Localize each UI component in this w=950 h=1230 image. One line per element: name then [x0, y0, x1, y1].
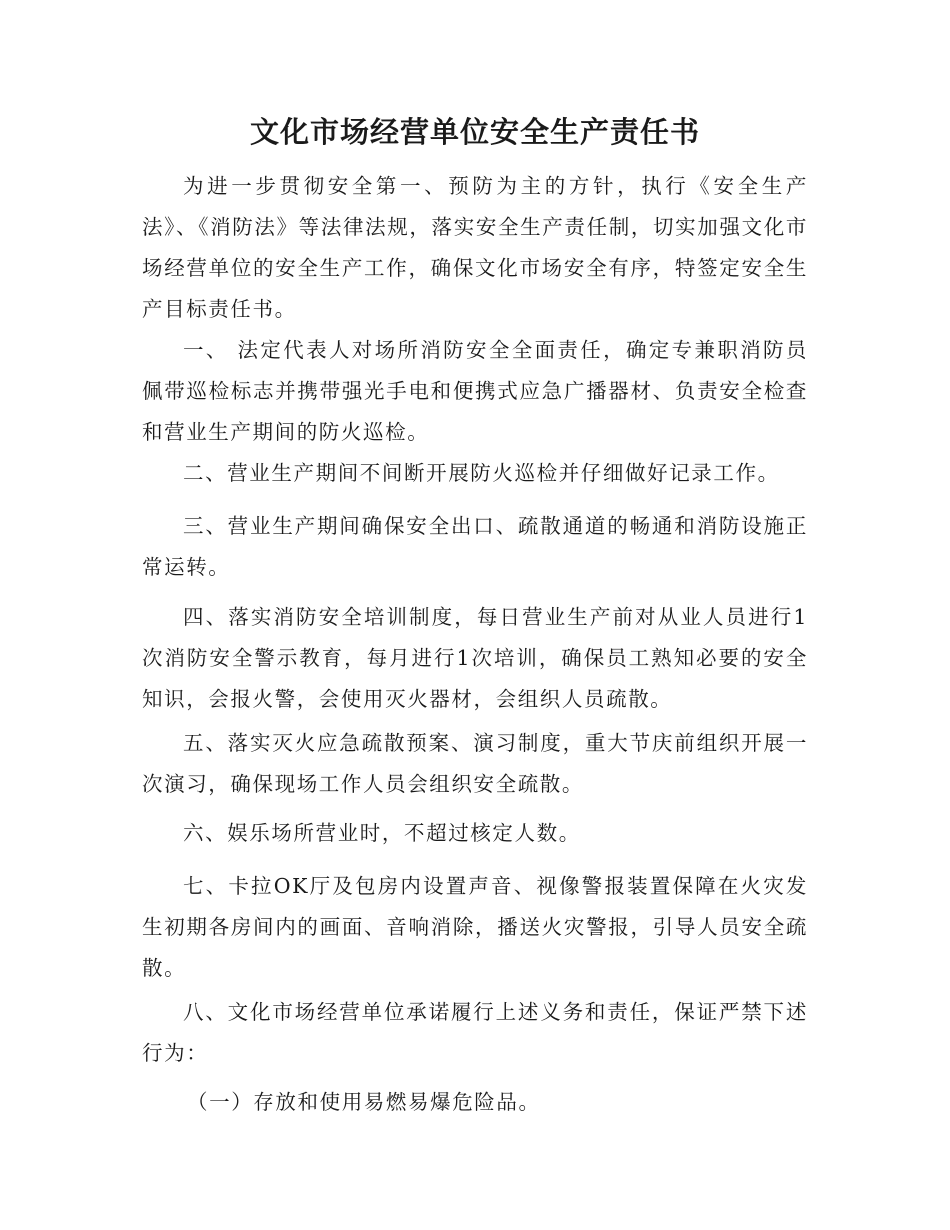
paragraph-subitem-1: （一）存放和使用易燃易爆危险品。 [187, 1090, 541, 1114]
paragraph-item-5: 五、落实灭火应急疏散预案、演习制度，重大节庆前组织开展一次演习，确保现场工作人员会组织安全疏散。 [142, 731, 808, 796]
paragraph-item-1: 一、 法定代表人对场所消防安全全面责任，确定专兼职消防员佩带巡检标志并携带强光手电和便携式应急广播器材、负责安全检查和营业生产期间的防火巡检。 [142, 338, 808, 444]
paragraph-item-6: 六、娱乐场所营业时，不超过核定人数。 [183, 821, 581, 845]
paragraph-preamble: 为进一步贯彻安全第一、预防为主的方针，执行《安全生产法》、《消防法》等法律法规，落实安全生产责任制，切实加强文化市场经营单位的安全生产工作，确保文化市场安全有序，特签定安全生产目标责任书。 [142, 174, 808, 321]
paragraph-item-7: 七、卡拉OK厅及包房内设置声音、视像警报装置保障在火灾发生初期各房间内的画面、音响消除，播送火灾警报，引导人员安全疏散。 [142, 874, 808, 980]
paragraph-item-4: 四、落实消防安全培训制度，每日营业生产前对从业人员进行1次消防安全警示教育，每月进行1次培训，确保员工熟知必要的安全知识，会报火警，会使用灭火器材，会组织人员疏散。 [142, 605, 808, 711]
paragraph-item-2: 二、营业生产期间不间断开展防火巡检并仔细做好记录工作。 [183, 461, 780, 485]
paragraph-item-3: 三、营业生产期间确保安全出口、疏散通道的畅通和消防设施正常运转。 [142, 514, 808, 579]
paragraph-item-8: 八、文化市场经营单位承诺履行上述义务和责任，保证严禁下述行为： [142, 1000, 808, 1065]
document-title: 文化市场经营单位安全生产责任书 [249, 115, 700, 149]
